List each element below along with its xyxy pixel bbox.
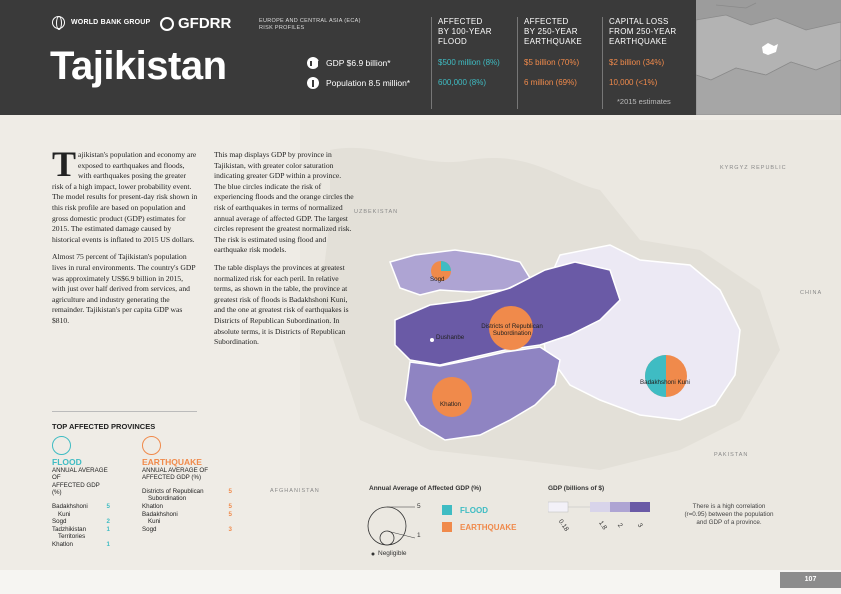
table-row xyxy=(142,488,232,496)
intro-paragraph-1 xyxy=(52,144,198,245)
label-sogd: Sogd xyxy=(430,276,445,283)
map-description-column xyxy=(214,150,354,355)
gdp-tick: 0.18 xyxy=(556,518,570,533)
flood-table xyxy=(52,436,110,549)
circle-legend-title: Annual Average of Affected GDP (%) xyxy=(369,485,482,492)
drop-cap: T xyxy=(52,144,77,184)
stat-heading: AFFECTED xyxy=(524,17,569,26)
label-drs-line1: Districts of Republican xyxy=(481,323,543,330)
gdp-stat xyxy=(307,57,391,69)
dushanbe-marker xyxy=(430,338,434,342)
khatlon-earthquake-circle xyxy=(432,377,472,417)
label-khatlon: Khatlon xyxy=(440,401,461,408)
province-name-cont: Subordination xyxy=(148,495,187,503)
locator-map-shapes xyxy=(696,0,841,115)
label-gbao: Badakhshoni Kuni xyxy=(640,379,690,386)
stat-value: $500 million (8%) xyxy=(438,58,500,67)
series-subtitle-line1: EUROPE AND CENTRAL ASIA (ECA) xyxy=(259,18,361,24)
province-value: 3 xyxy=(228,525,232,533)
province-value: 5 xyxy=(228,502,232,510)
flood-legend-label: FLOOD xyxy=(460,506,488,515)
stat-column-flood xyxy=(431,17,517,109)
estimates-note: *2015 estimates xyxy=(617,97,671,106)
province-name-cont: Territories xyxy=(58,533,86,541)
province-name: Badakhshoni xyxy=(142,510,178,518)
population-stat xyxy=(307,77,410,89)
stat-value: 6 million (69%) xyxy=(524,78,577,87)
world-bank-name: WORLD BANK GROUP xyxy=(71,19,151,26)
province-value: 5 xyxy=(106,502,110,510)
intro-paragraph-1-text: ajikistan's population and economy are exposed to earthquakes and floods, with earthquakes posing the greater risk of a high impact, lower probability event. The model results for present-day risk shown in this risk profile are based on population and gross domestic product (GDP) estimates for 2015. The estimated damage caused by historical events is inflated to 2015 US dollars. xyxy=(52,150,198,244)
label-afghanistan: AFGHANISTAN xyxy=(270,488,320,494)
label-kyrgyz: KYRGYZ REPUBLIC xyxy=(720,165,787,171)
gdp-tick: 3 xyxy=(635,522,644,529)
stat-heading: EARTHQUAKE xyxy=(609,37,667,46)
circle-legend-negligible: Negligible xyxy=(378,550,407,557)
province-name: Badakhshoni xyxy=(52,502,88,510)
stat-column-capital-loss xyxy=(602,17,688,109)
province-value: 2 xyxy=(106,518,110,526)
province-name: Sogd xyxy=(52,518,67,526)
flood-table-subtitle xyxy=(52,467,110,497)
gfdrr-name: GFDRR xyxy=(178,15,232,32)
stat-column-earthquake xyxy=(517,17,603,109)
stat-heading: CAPITAL LOSS xyxy=(609,17,669,26)
intro-column xyxy=(52,144,198,334)
province-value: 5 xyxy=(228,510,232,518)
flood-subtitle-line1: ANNUAL AVERAGE OF xyxy=(52,466,108,482)
earthquake-table-title: EARTHQUAKE xyxy=(142,457,202,467)
label-uzbekistan: UZBEKISTAN xyxy=(354,209,399,215)
earthquake-legend-label: EARTHQUAKE xyxy=(460,523,517,532)
stat-heading: EARTHQUAKE xyxy=(524,37,582,46)
gdp-legend-title: GDP (billions of $) xyxy=(548,485,605,492)
earthquake-icon xyxy=(142,436,161,455)
page-number: 107 xyxy=(780,572,841,588)
earthquake-table-subtitle xyxy=(142,467,232,482)
label-dushanbe: Dushanbe xyxy=(436,334,465,341)
earthquake-legend-swatch xyxy=(442,522,452,532)
stat-value: $2 billion (34%) xyxy=(609,58,665,67)
stat-value: $5 billion (70%) xyxy=(524,58,580,67)
table-row xyxy=(52,518,110,526)
table-row xyxy=(142,503,232,511)
label-pakistan: PAKISTAN xyxy=(714,452,749,458)
earthquake-table xyxy=(142,436,232,533)
stat-heading: BY 250-YEAR xyxy=(524,27,578,36)
province-name: Khatlon xyxy=(52,540,73,548)
table-row xyxy=(142,511,232,519)
bar-chart-icon xyxy=(307,57,319,69)
gdp-text: GDP $6.9 billion* xyxy=(326,58,391,68)
table-row xyxy=(52,503,110,511)
section-divider xyxy=(52,411,197,412)
stat-heading: AFFECTED xyxy=(438,17,483,26)
circle-legend-max: 5 xyxy=(417,503,421,510)
table-row xyxy=(142,526,232,534)
flood-subtitle-line2: AFFECTED GDP (%) xyxy=(52,481,100,497)
locator-map xyxy=(696,0,841,115)
province-value: 1 xyxy=(106,540,110,548)
province-name-cont: Kuni xyxy=(58,510,71,518)
correlation-note: There is a high correlation (r=0.95) between the population and GDP of a province. xyxy=(684,503,774,526)
label-drs xyxy=(474,323,550,337)
series-subtitle-line2: RISK PROFILES xyxy=(259,25,305,31)
circle-size-legend xyxy=(365,496,435,556)
table-row xyxy=(52,526,110,534)
population-text: Population 8.5 million* xyxy=(326,78,411,88)
province-name-cont: Kuni xyxy=(148,518,161,526)
map-description-paragraph-2: The table displays the provinces at greatest normalized risk for each peril. In relative terms, as shown in the table, the province at greatest risk of floods is Badakhshoni Kuni, and the one at greatest risk of earthquakes is Districts of Republican Subordination. In absolute terms, it is Districts of Republican Subordination. xyxy=(214,262,349,347)
table-row xyxy=(52,541,110,549)
flood-icon xyxy=(52,436,71,455)
label-drs-line2: Subordination xyxy=(492,330,532,337)
globe-icon xyxy=(52,16,65,29)
gfdrr-ring-icon xyxy=(160,17,174,31)
stat-heading: FLOOD xyxy=(438,37,468,46)
header-band xyxy=(0,0,696,115)
gfdrr-logo xyxy=(160,15,231,32)
stat-value: 600,000 (8%) xyxy=(438,78,487,87)
earthquake-subtitle-line1: ANNUAL AVERAGE OF xyxy=(142,466,209,474)
province-name: Sogd xyxy=(142,525,157,533)
province-value: 5 xyxy=(228,487,232,495)
world-bank-logo xyxy=(52,16,150,29)
series-subtitle xyxy=(259,18,361,32)
province-name: Khatlon xyxy=(142,502,163,510)
stat-heading: FROM 250-YEAR xyxy=(609,27,677,36)
gdp-tick: 2 xyxy=(615,522,624,529)
province-name: Tadzhikistan xyxy=(52,525,87,533)
province-name: Districts of Republican xyxy=(142,487,204,495)
stat-value: 10,000 (<1%) xyxy=(609,78,658,87)
circle-legend-min: 1 xyxy=(417,532,421,539)
map-description-paragraph-1: This map displays GDP by province in Tajikistan, with greater color saturation indicating greater GDP within a province. The blue circles indicate the risk of experiencing floods and the orange circles the risk of earthquakes in terms of normalized annual average of affected GDP. The largest circles represent the greatest normalized risk. The risk is estimated using flood and earthquake risk models. xyxy=(214,150,354,255)
province-value: 1 xyxy=(106,525,110,533)
flood-legend-swatch xyxy=(442,505,452,515)
top-affected-title: TOP AFFECTED PROVINCES xyxy=(52,422,156,431)
person-icon xyxy=(307,77,319,89)
earthquake-subtitle-line2: AFFECTED GDP (%) xyxy=(142,474,202,482)
stat-heading: BY 100-YEAR xyxy=(438,27,492,36)
flood-table-title: FLOOD xyxy=(52,457,82,467)
label-china: CHINA xyxy=(800,290,823,296)
intro-paragraph-2: Almost 75 percent of Tajikistan's population lives in rural environments. The country's GDP was approximately US$6.9 billion in 2015, with just over half derived from services, and agriculture and industry generating the remainder. Tajikistan's per capita GDP was $810. xyxy=(52,252,196,325)
gdp-color-scale xyxy=(548,500,658,514)
country-title: Tajikistan xyxy=(50,44,227,88)
gdp-tick: 1.8 xyxy=(597,519,608,532)
